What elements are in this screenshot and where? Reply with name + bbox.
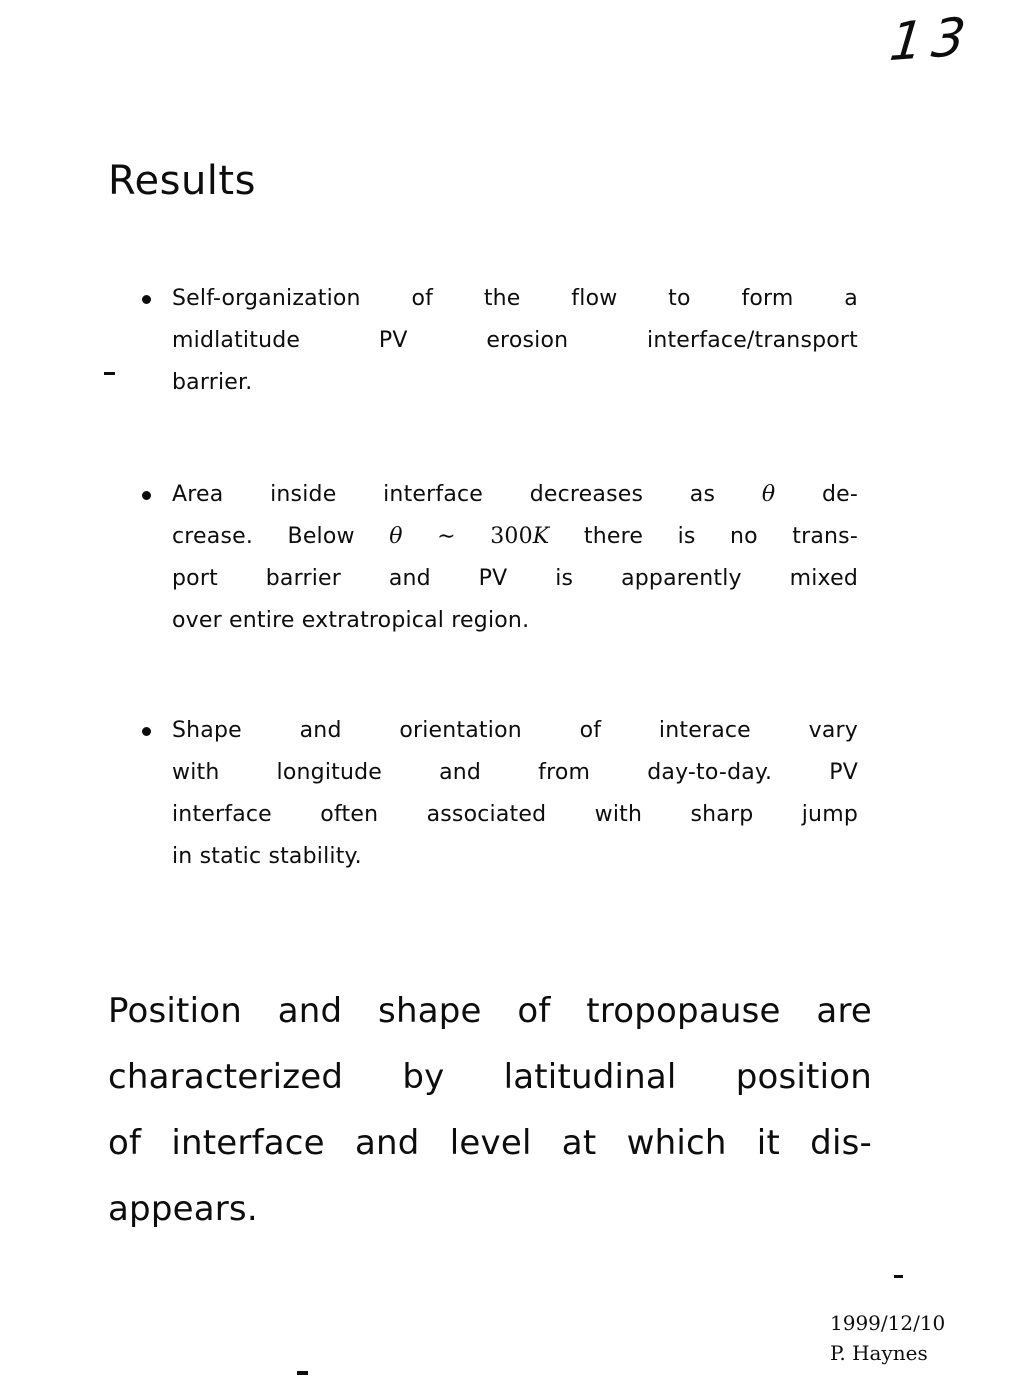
text-segment: de- — [775, 482, 858, 507]
paragraph-line: characterized by latitudinal position — [108, 1057, 872, 1097]
paragraph-line: Position and shape of tropopause are — [108, 991, 872, 1031]
bullet-line: Shape and orientation of interace vary — [172, 718, 858, 743]
theta-symbol: θ — [389, 524, 403, 549]
bullet-line: port barrier and PV is apparently mixed — [172, 566, 858, 591]
bullet-item-area-inside-interface — [140, 474, 858, 642]
bullet-text — [172, 474, 858, 642]
closing-paragraph — [108, 978, 872, 1242]
stray-scan-mark — [297, 1371, 308, 1375]
bullet-text — [172, 710, 858, 878]
stray-scan-mark — [894, 1275, 903, 1278]
bullet-line: over entire extratropical region. — [172, 608, 530, 633]
bullet-line: Self-organization of the flow to form a — [172, 286, 858, 311]
bullet-line: midlatitude PV erosion interface/transport — [172, 328, 858, 353]
bullet-dot-icon — [142, 295, 151, 304]
bullet-item-shape-orientation — [140, 710, 858, 878]
footer-date: 1999/12/10 — [830, 1311, 946, 1335]
kelvin-symbol: K — [532, 524, 550, 549]
bullet-line — [172, 474, 858, 516]
bullet-item-self-organization — [140, 278, 858, 404]
paragraph-line: appears. — [108, 1189, 258, 1229]
stray-scan-mark — [104, 372, 115, 375]
paragraph-line: of interface and level at which it dis- — [108, 1123, 872, 1163]
page-title: Results — [108, 158, 256, 204]
bullet-line: in static stability. — [172, 844, 362, 869]
footer-author: P. Haynes — [830, 1341, 928, 1365]
handwritten-page-number: 13 — [886, 6, 978, 74]
bullet-line: interface often associated with sharp jump — [172, 802, 858, 827]
bullet-line: with longitude and from day-to-day. PV — [172, 760, 858, 785]
text-segment: there is no trans- — [549, 524, 858, 549]
bullet-text — [172, 278, 858, 404]
text-segment: Area inside interface decreases as — [172, 482, 762, 507]
text-segment: crease. Below — [172, 524, 390, 549]
bullet-line — [172, 516, 858, 558]
bullet-line: barrier. — [172, 370, 253, 395]
footer-credit — [830, 1308, 945, 1368]
theta-symbol: θ — [761, 482, 776, 507]
bullet-dot-icon — [142, 491, 151, 500]
math-segment: ∼ 300 — [402, 524, 533, 549]
bullet-dot-icon — [142, 727, 151, 736]
